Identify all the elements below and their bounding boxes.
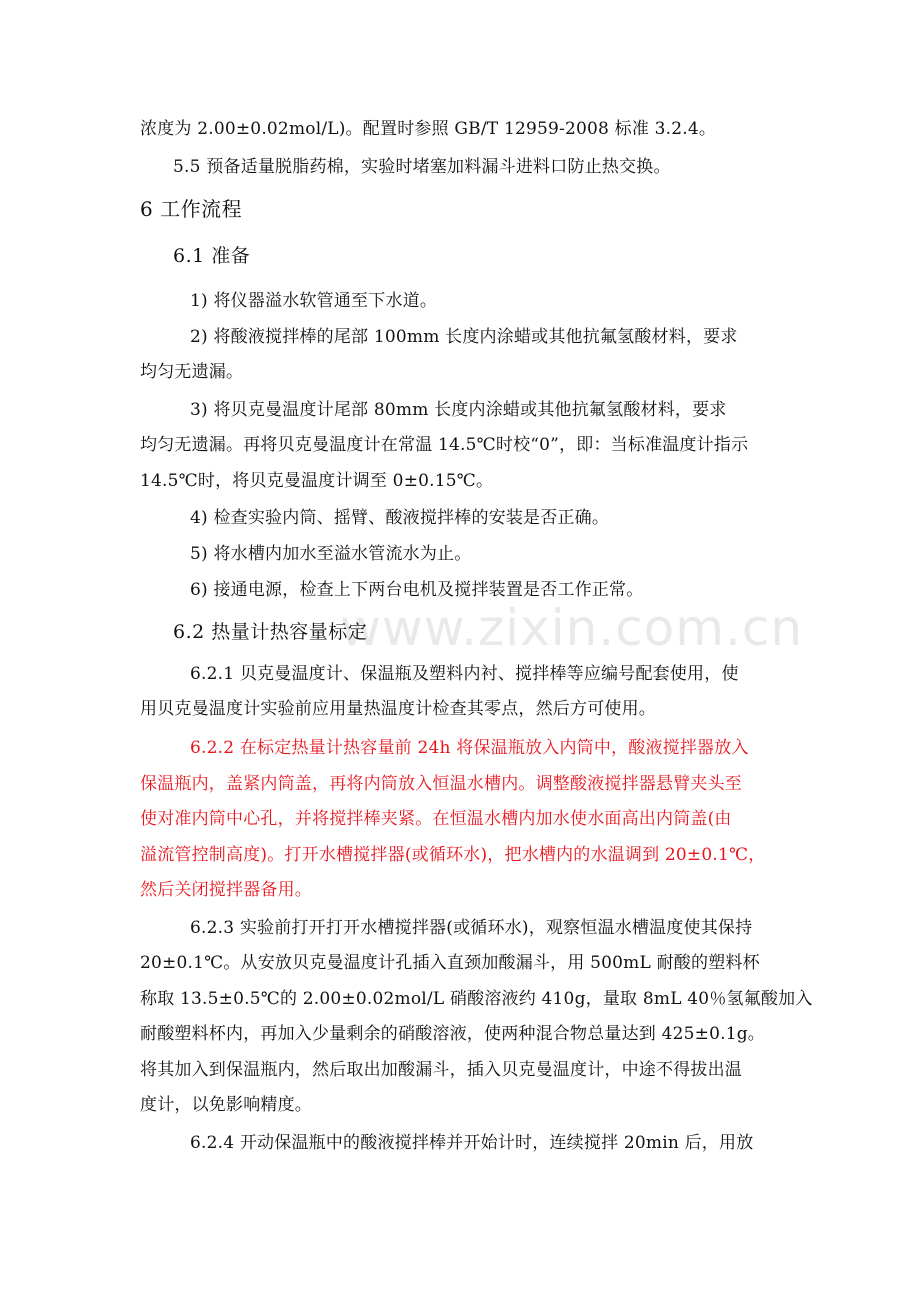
list-item-5-5: 5.5 预备适量脱脂药棉，实验时堵塞加料漏斗进料口防止热交换。	[173, 157, 671, 177]
paragraph-line: 浓度为 2.00±0.02mol/L)。配置时参照 GB/T 12959-2008 标准 3.2.4。	[140, 119, 717, 139]
paragraph-line: 14.5℃时，将贝克曼温度计调至 0±0.15℃。	[140, 471, 494, 491]
list-item-4: 4) 检查实验内筒、摇臂、酸液搅拌棒的安装是否正确。	[190, 508, 610, 528]
highlighted-paragraph-6-2-2: 6.2.2 在标定热量计热容量前 24h 将保温瓶放入内筒中，酸液搅拌器放入	[190, 738, 749, 758]
paragraph-line: 均匀无遗漏。再将贝克曼温度计在常温 14.5℃时校“0”，即：当标准温度计指示	[140, 435, 749, 455]
watermark: www.zixin.com.cn	[340, 599, 804, 657]
paragraph-line: 耐酸塑料杯内，再加入少量剩余的硝酸溶液，使两种混合物总量达到 425±0.1g。	[140, 1024, 766, 1044]
list-item-6: 6) 接通电源，检查上下两台电机及搅拌装置是否工作正常。	[190, 580, 644, 600]
paragraph-line: 称取 13.5±0.5℃的 2.00±0.02mol/L 硝酸溶液约 410g，量取 8mL 40％氢氟酸加入	[140, 989, 813, 1009]
paragraph-6-2-4: 6.2.4 开动保温瓶中的酸液搅拌棒并开始计时，连续搅拌 20min 后，用放	[190, 1133, 754, 1153]
highlighted-paragraph-line: 然后关闭搅拌器备用。	[140, 880, 312, 900]
subsection-heading-6-1: 6.1 准备	[173, 245, 251, 267]
highlighted-paragraph-line: 使对准内筒中心孔，并将搅拌棒夹紧。在恒温水槽内加水使水面高出内筒盖(由	[140, 809, 732, 829]
list-item-5: 5) 将水槽内加水至溢水管流水为止。	[190, 544, 472, 564]
paragraph-line: 用贝克曼温度计实验前应用量热温度计检查其零点，然后方可使用。	[140, 699, 656, 719]
subsection-heading-6-2: 6.2 热量计热容量标定	[173, 621, 368, 643]
paragraph-line: 20±0.1℃。从安放贝克曼温度计孔插入直颈加酸漏斗，用 500mL 耐酸的塑料杯	[140, 953, 760, 973]
list-item-2: 2) 将酸液搅拌棒的尾部 100mm 长度内涂蜡或其他抗氟氢酸材料，要求	[190, 327, 738, 347]
list-item-3: 3) 将贝克曼温度计尾部 80mm 长度内涂蜡或其他抗氟氢酸材料，要求	[190, 400, 727, 420]
paragraph-6-2-3: 6.2.3 实验前打开打开水槽搅拌器(或循环水)，观察恒温水槽温度使其保持	[190, 918, 753, 938]
paragraph-line: 均匀无遗漏。	[140, 362, 244, 382]
section-heading-6: 6 工作流程	[140, 197, 243, 221]
paragraph-line: 将其加入到保温瓶内，然后取出加酸漏斗，插入贝克曼温度计，中途不得拔出温	[140, 1060, 742, 1080]
highlighted-paragraph-line: 溢流管控制高度)。打开水槽搅拌器(或循环水)，把水槽内的水温调到 20±0.1℃，	[140, 845, 766, 865]
paragraph-6-2-1: 6.2.1 贝克曼温度计、保温瓶及塑料内衬、搅拌棒等应编号配套使用，使	[190, 664, 739, 684]
paragraph-line: 度计，以免影响精度。	[140, 1095, 312, 1115]
highlighted-paragraph-line: 保温瓶内，盖紧内筒盖，再将内筒放入恒温水槽内。调整酸液搅拌器悬臂夹头至	[140, 774, 742, 794]
list-item-1: 1) 将仪器溢水软管通至下水道。	[190, 291, 438, 311]
